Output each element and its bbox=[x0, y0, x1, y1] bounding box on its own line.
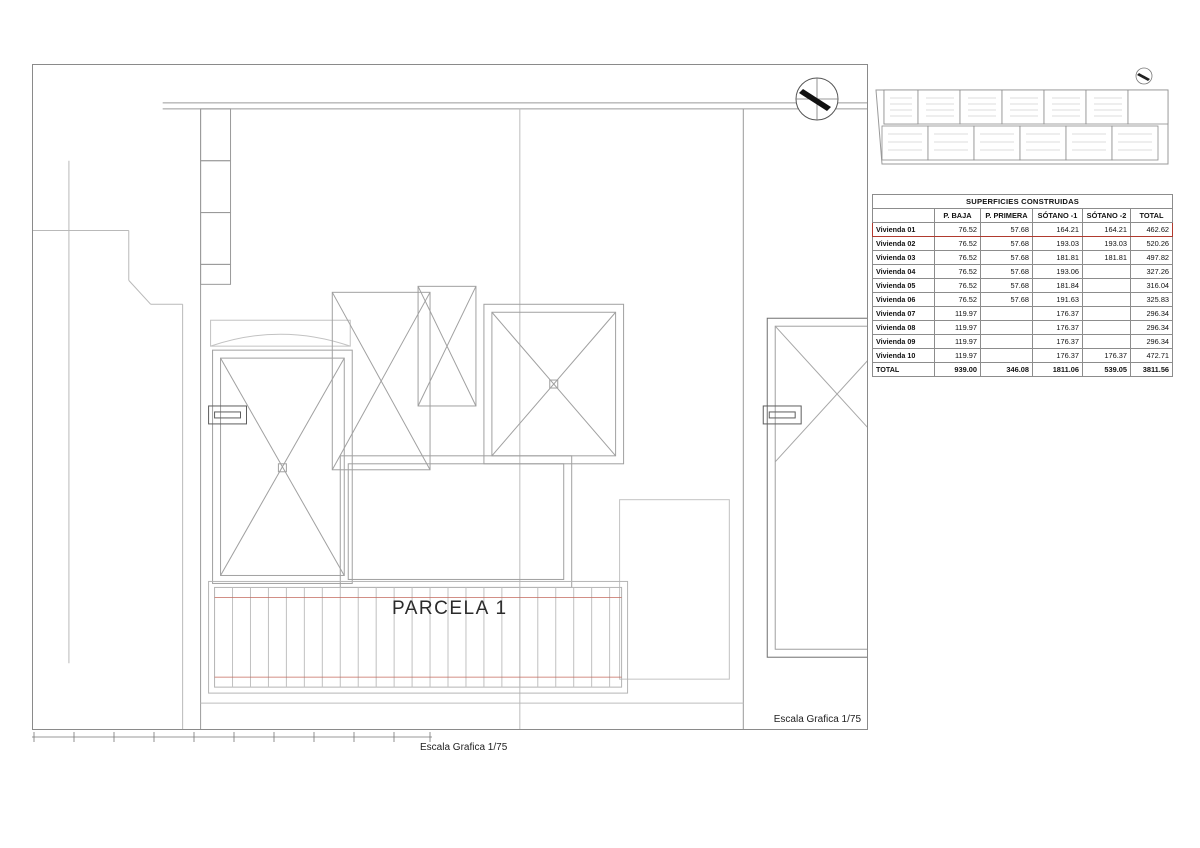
total-total: 3811.56 bbox=[1131, 363, 1173, 377]
cell-pbaja: 76.52 bbox=[935, 265, 981, 279]
table-total-row bbox=[873, 363, 1173, 377]
row-label: Vivienda 07 bbox=[873, 307, 935, 321]
total-sotano2: 539.05 bbox=[1083, 363, 1131, 377]
scale-label-outside: Escala Grafica 1/75 bbox=[420, 742, 508, 753]
row-label: Vivienda 06 bbox=[873, 293, 935, 307]
cell-total: 296.34 bbox=[1131, 335, 1173, 349]
north-arrow-icon bbox=[791, 73, 843, 125]
total-sotano1: 1811.06 bbox=[1033, 363, 1083, 377]
total-pbaja: 939.00 bbox=[935, 363, 981, 377]
cell-pbaja: 119.97 bbox=[935, 321, 981, 335]
cell-total: 296.34 bbox=[1131, 321, 1173, 335]
table-title: SUPERFICIES CONSTRUIDAS bbox=[873, 195, 1173, 209]
table-row bbox=[873, 293, 1173, 307]
graphic-scale-ruler bbox=[32, 730, 432, 742]
cell-sotano2 bbox=[1083, 335, 1131, 349]
col-header-4: SÓTANO -2 bbox=[1083, 209, 1131, 223]
total-pprimera: 346.08 bbox=[981, 363, 1033, 377]
cell-pprimera: 57.68 bbox=[981, 237, 1033, 251]
cell-pbaja: 119.97 bbox=[935, 335, 981, 349]
cell-sotano2: 176.37 bbox=[1083, 349, 1131, 363]
cell-pbaja: 76.52 bbox=[935, 293, 981, 307]
cell-total: 497.82 bbox=[1131, 251, 1173, 265]
cell-pbaja: 76.52 bbox=[935, 237, 981, 251]
cell-total: 325.83 bbox=[1131, 293, 1173, 307]
table-row bbox=[873, 251, 1173, 265]
cell-sotano2 bbox=[1083, 265, 1131, 279]
cell-pprimera: 57.68 bbox=[981, 279, 1033, 293]
cell-sotano1: 176.37 bbox=[1033, 349, 1083, 363]
table-title-row bbox=[873, 195, 1173, 209]
cell-pbaja: 119.97 bbox=[935, 307, 981, 321]
cell-sotano1: 176.37 bbox=[1033, 335, 1083, 349]
col-header-0 bbox=[873, 209, 935, 223]
row-label: Vivienda 04 bbox=[873, 265, 935, 279]
table-row bbox=[873, 237, 1173, 251]
cell-total: 296.34 bbox=[1131, 307, 1173, 321]
cell-total: 472.71 bbox=[1131, 349, 1173, 363]
cell-sotano2 bbox=[1083, 293, 1131, 307]
table-row bbox=[873, 349, 1173, 363]
cell-sotano1: 176.37 bbox=[1033, 307, 1083, 321]
cell-pprimera: 57.68 bbox=[981, 265, 1033, 279]
col-header-1: P. BAJA bbox=[935, 209, 981, 223]
cell-sotano1: 193.03 bbox=[1033, 237, 1083, 251]
cell-sotano1: 181.84 bbox=[1033, 279, 1083, 293]
cell-sotano2: 164.21 bbox=[1083, 223, 1131, 237]
total-label: TOTAL bbox=[873, 363, 935, 377]
cell-sotano2 bbox=[1083, 321, 1131, 335]
cell-pbaja: 119.97 bbox=[935, 349, 981, 363]
cell-sotano1: 181.81 bbox=[1033, 251, 1083, 265]
cell-pbaja: 76.52 bbox=[935, 223, 981, 237]
cell-sotano1: 191.63 bbox=[1033, 293, 1083, 307]
row-label: Vivienda 05 bbox=[873, 279, 935, 293]
row-label: Vivienda 02 bbox=[873, 237, 935, 251]
cell-sotano2 bbox=[1083, 307, 1131, 321]
cell-pprimera: 57.68 bbox=[981, 251, 1033, 265]
surfaces-table bbox=[872, 194, 1172, 377]
row-label: Vivienda 03 bbox=[873, 251, 935, 265]
north-arrow-small-icon bbox=[1136, 68, 1152, 84]
row-label: Vivienda 09 bbox=[873, 335, 935, 349]
cell-pprimera bbox=[981, 335, 1033, 349]
col-header-3: SÓTANO -1 bbox=[1033, 209, 1083, 223]
cell-pbaja: 76.52 bbox=[935, 251, 981, 265]
cell-sotano1: 193.06 bbox=[1033, 265, 1083, 279]
page-title: PARCELA 1 bbox=[392, 598, 508, 619]
table-row bbox=[873, 335, 1173, 349]
cell-sotano2 bbox=[1083, 279, 1131, 293]
site-plan-linework bbox=[33, 65, 867, 729]
cell-sotano1: 176.37 bbox=[1033, 321, 1083, 335]
cell-total: 316.04 bbox=[1131, 279, 1173, 293]
table-row bbox=[873, 265, 1173, 279]
col-header-5: TOTAL bbox=[1131, 209, 1173, 223]
cell-total: 462.62 bbox=[1131, 223, 1173, 237]
site-key-plan-icon bbox=[872, 64, 1170, 174]
table-row bbox=[873, 321, 1173, 335]
cell-sotano1: 164.21 bbox=[1033, 223, 1083, 237]
cell-pprimera bbox=[981, 349, 1033, 363]
cell-pprimera bbox=[981, 321, 1033, 335]
table-row bbox=[873, 307, 1173, 321]
row-label: Vivienda 10 bbox=[873, 349, 935, 363]
scale-label-inside: Escala Grafica 1/75 bbox=[773, 714, 861, 725]
col-header-2: P. PRIMERA bbox=[981, 209, 1033, 223]
row-label: Vivienda 08 bbox=[873, 321, 935, 335]
row-label: Vivienda 01 bbox=[873, 223, 935, 237]
table-row bbox=[873, 223, 1173, 237]
cell-pprimera: 57.68 bbox=[981, 293, 1033, 307]
site-plan-frame bbox=[32, 64, 868, 730]
cell-pprimera bbox=[981, 307, 1033, 321]
table-row bbox=[873, 279, 1173, 293]
table-header-row bbox=[873, 209, 1173, 223]
cell-total: 520.26 bbox=[1131, 237, 1173, 251]
cell-pprimera: 57.68 bbox=[981, 223, 1033, 237]
cell-total: 327.26 bbox=[1131, 265, 1173, 279]
cell-pbaja: 76.52 bbox=[935, 279, 981, 293]
cell-sotano2: 193.03 bbox=[1083, 237, 1131, 251]
cell-sotano2: 181.81 bbox=[1083, 251, 1131, 265]
